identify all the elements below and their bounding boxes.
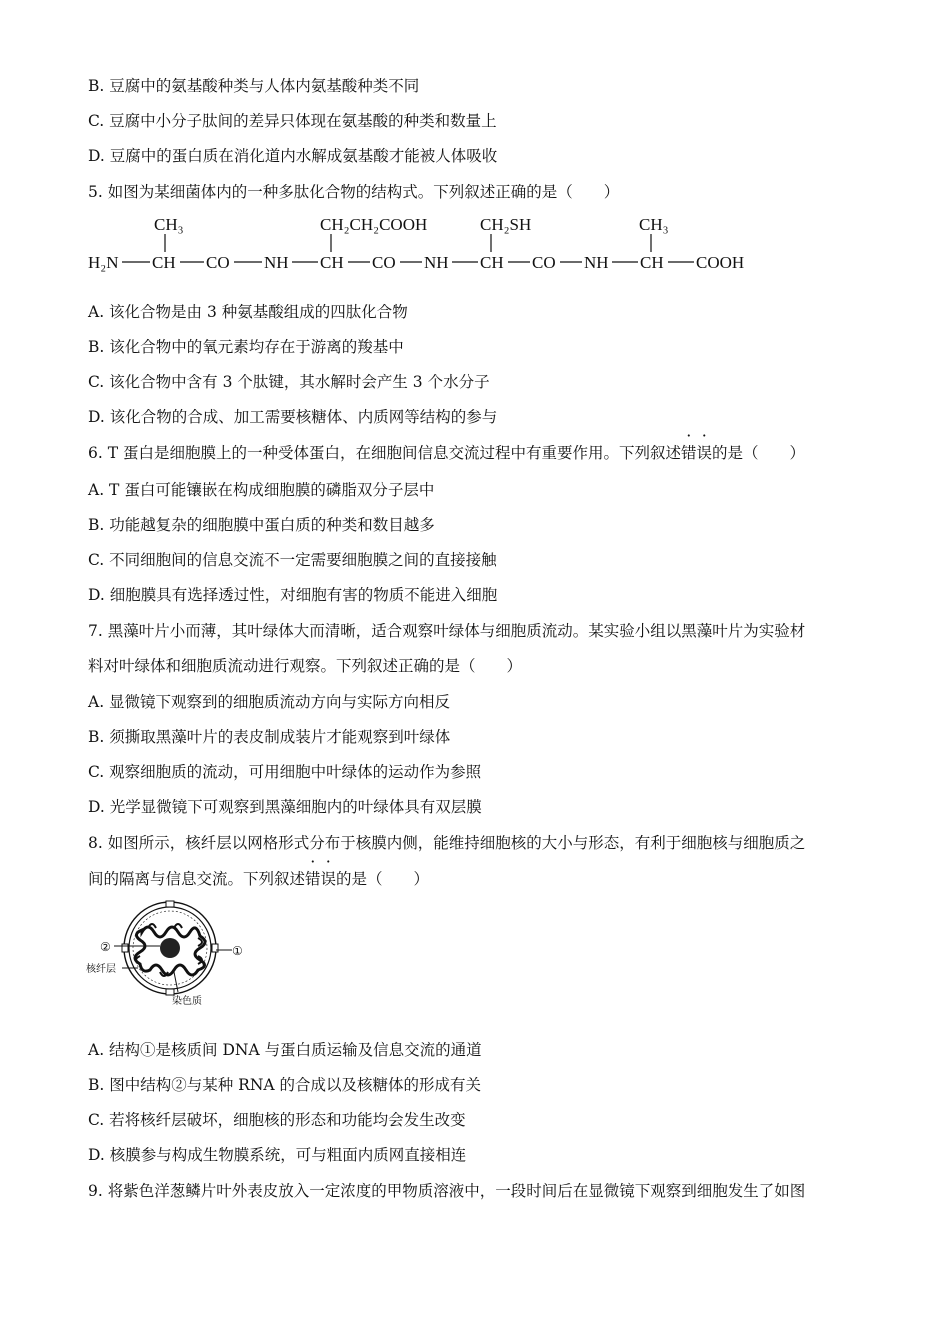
q4-option-b: B. 豆腐中的氨基酸种类与人体内氨基酸种类不同 [88,77,420,95]
q5-option-c: C. 该化合物中含有 3 个肽键，其水解时会产生 3 个水分子 [88,373,490,391]
formula-nh-2: NH [424,253,449,272]
formula-nh-1: NH [264,253,289,272]
q5-stem: 5. 如图为某细菌体内的一种多肽化合物的结构式。下列叙述正确的是（ ） [88,183,620,201]
formula-ch-4: CH [640,253,664,272]
q8-option-b: B. 图中结构②与某种 RNA 的合成以及核糖体的形成有关 [88,1076,482,1094]
diagram-label-1: ① [232,944,243,958]
q6-option-c: C. 不同细胞间的信息交流不一定需要细胞膜之间的直接接触 [88,551,497,569]
nucleus-diagram [86,898,261,1010]
q6-stem-post: 的是（ ） [712,444,806,462]
q6-option-a: A. T 蛋白可能镶嵌在构成细胞膜的磷脂双分子层中 [88,481,435,499]
formula-co-2: CO [372,253,396,272]
formula-nh-3: NH [584,253,609,272]
q4-option-d: D. 豆腐中的蛋白质在消化道内水解成氨基酸才能被人体吸收 [88,147,498,165]
q5-option-b: B. 该化合物中的氧元素均存在于游离的羧基中 [88,338,404,356]
polypeptide-structural-formula [88,212,768,282]
formula-r3: CH₂SH [480,215,532,234]
formula-co-1: CO [206,253,230,272]
diagram-label-2: ② [100,940,111,954]
q8-stem-line-2 [88,869,429,889]
q6-stem [88,443,805,463]
formula-ch-1: CH [152,253,176,272]
q7-option-d: D. 光学显微镜下可观察到黑藻细胞内的叶绿体具有双层膜 [88,798,482,816]
q8-emphasis-1: 错 [305,870,321,888]
q6-emphasis-1: 错 [680,444,697,462]
diagram-label-chromatin: 染色质 [172,996,202,1007]
q8-stem-post: 的是（ ） [336,870,430,888]
q8-option-d: D. 核膜参与构成生物膜系统，可与粗面内质网直接相连 [88,1146,467,1164]
q7-option-c: C. 观察细胞质的流动，可用细胞中叶绿体的运动作为参照 [88,763,482,781]
formula-cooh: COOH [696,253,745,272]
formula-r2: CH₂CH₂COOH [320,215,428,234]
formula-r4: CH₃ [639,215,669,234]
q8-option-a: A. 结构①是核质间 DNA 与蛋白质运输及信息交流的通道 [88,1041,482,1059]
formula-r1: CH₃ [154,215,184,234]
q7-stem-line-1: 7. 黑藻叶片小而薄，其叶绿体大而清晰，适合观察叶绿体与细胞质流动。某实验小组以黑藻叶片为实验材 [88,622,806,640]
q5-option-d: D. 该化合物的合成、加工需要核糖体、内质网等结构的参与 [88,408,498,426]
q4-option-c: C. 豆腐中小分子肽间的差异只体现在氨基酸的种类和数量上 [88,112,497,130]
q6-option-b: B. 功能越复杂的细胞膜中蛋白质的种类和数目越多 [88,516,435,534]
q7-option-b: B. 须撕取黑藻叶片的表皮制成装片才能观察到叶绿体 [88,728,451,746]
formula-ch-2: CH [320,253,344,272]
q6-stem-pre: 6. T 蛋白是细胞膜上的一种受体蛋白，在细胞间信息交流过程中有重要作用。下列叙述 [88,444,681,462]
q8-emphasis-2: 误 [320,870,337,888]
formula-h2n: H₂N [88,253,119,272]
q8-stem-pre: 间的隔离与信息交流。下列叙述 [88,870,306,888]
q7-option-a: A. 显微镜下观察到的细胞质流动方向与实际方向相反 [88,693,451,711]
diagram-label-lamina: 核纤层 [86,964,116,975]
q5-option-a: A. 该化合物是由 3 种氨基酸组成的四肽化合物 [88,303,408,321]
q7-stem-line-2: 料对叶绿体和细胞质流动进行观察。下列叙述正确的是（ ） [88,657,523,675]
q9-stem-line-1: 9. 将紫色洋葱鳞片叶外表皮放入一定浓度的甲物质溶液中，一段时间后在显微镜下观察到细胞发生了如图 [88,1182,806,1200]
formula-ch-3: CH [480,253,504,272]
q8-option-c: C. 若将核纤层破坏，细胞核的形态和功能均会发生改变 [88,1111,466,1129]
q8-stem-line-1: 8. 如图所示，核纤层以网格形式分布于核膜内侧，能维持细胞核的大小与形态，有利于细胞核与细胞质之 [88,834,806,852]
q6-emphasis-2: 误 [696,444,713,462]
q6-option-d: D. 细胞膜具有选择透过性，对细胞有害的物质不能进入细胞 [88,586,498,604]
formula-co-3: CO [532,253,556,272]
